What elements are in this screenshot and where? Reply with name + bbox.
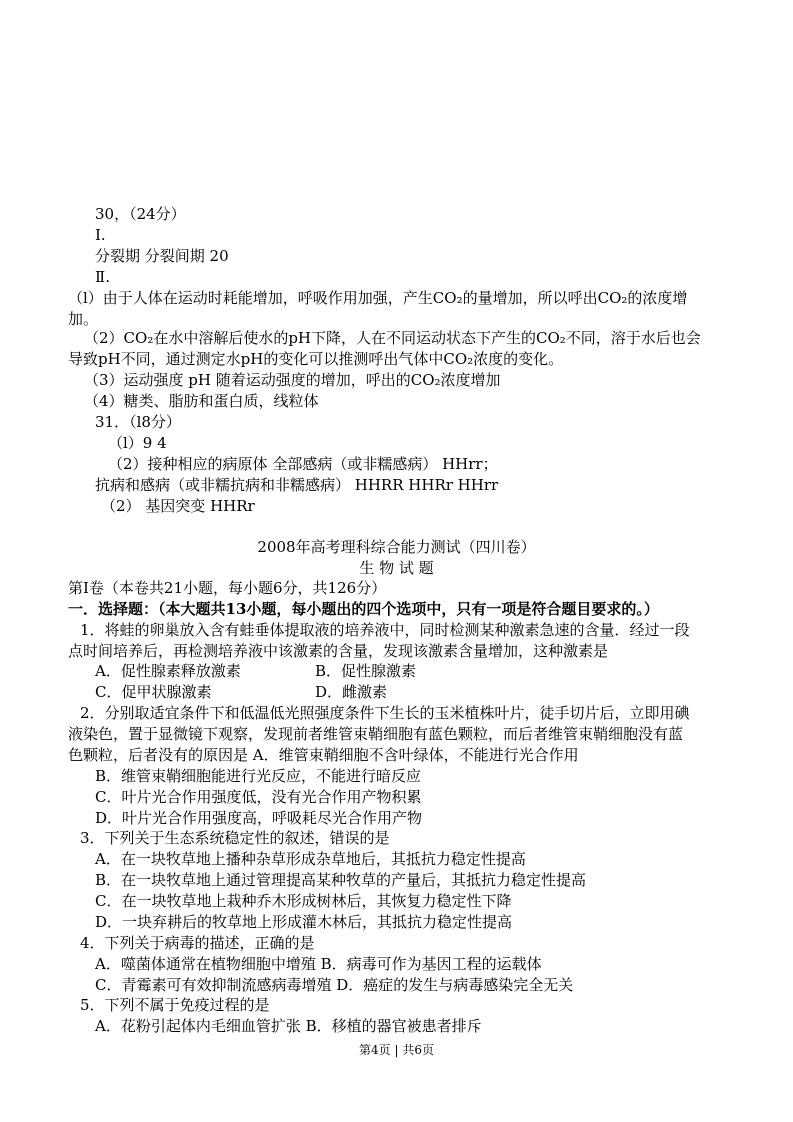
part2-label: Ⅱ. xyxy=(95,268,110,286)
q4-options-ab: A．噬菌体通常在植物细胞中增殖 B．病毒可作为基因工程的运载体 xyxy=(95,955,542,973)
q2-option-d: D．叶片光合作用强度高，呼吸耗尽光合作用产物 xyxy=(95,809,423,827)
section-header: 一．选择题：（本大题共13小题，每小题出的四个选项中，只有一项是符合题目要求的。） xyxy=(68,600,659,618)
part1-label: Ⅰ. xyxy=(95,226,106,244)
q1-stem-line1: 1．将蛙的卵巢放入含有蛙垂体提取液的培养液中，同时检测某种激素急速的含量．经过一段 xyxy=(80,621,690,639)
q5-stem: 5．下列不属于免疫过程的是 xyxy=(80,996,270,1014)
q1-stem-line2: 点时间培养后，再检测培养液中该激素的含量，发现该激素含量增加，这种激素是 xyxy=(68,642,609,660)
q4-options-cd: C．青霉素可有效抑制流感病毒增殖 D．癌症的发生与病毒感染完全无关 xyxy=(95,976,574,994)
q2-stem-line1: 2．分别取适宜条件下和低温低光照强度条件下生长的玉米植株叶片，徒手切片后，立即用碘 xyxy=(80,704,690,722)
answer-1-line1: （l）由于人体在运动时耗能增加，呼吸作用加强，产生CO₂的量增加，所以呼出CO₂的浓度增 xyxy=(68,289,688,307)
part1-answer: 分裂期 分裂间期 20 xyxy=(95,247,229,265)
q5-options-ab: A．花粉引起体内毛细血管扩张 B．移植的器官被患者排斥 xyxy=(95,1017,482,1035)
q2-stem-line3: 色颗粒，后者没有的原因是 A．维管束鞘细胞不含叶绿体，不能进行光合作用 xyxy=(68,746,579,764)
q2-option-b: B．维管束鞘细胞能进行光反应，不能进行暗反应 xyxy=(95,767,422,785)
q31-answer-3: （2） 基因突变 HHRr xyxy=(101,497,255,515)
q1-option-b: B．促性腺激素 xyxy=(315,662,417,680)
q2-stem-line2: 液染色，置于显微镜下观察，发现前者维管束鞘细胞有蓝色颗粒，而后者维管束鞘细胞没有蓝 xyxy=(68,725,684,743)
q3-option-c: C．在一块牧草地上栽种乔木形成树林后，其恢复力稳定性下降 xyxy=(95,892,512,910)
answer-4: （4）糖类、脂肪和蛋白质，线粒体 xyxy=(84,392,319,410)
q3-option-b: B．在一块牧草地上通过管理提高某种牧草的产量后，其抵抗力稳定性提高 xyxy=(95,871,587,889)
answer-3: （3）运动强度 pH 随着运动强度的增加，呼出的CO₂浓度增加 xyxy=(84,371,501,389)
q1-option-d: D．雌激素 xyxy=(315,683,388,701)
q3-stem: 3．下列关于生态系统稳定性的叙述，错误的是 xyxy=(80,829,390,847)
q31-answer-2-line1: （2）接种相应的病原体 全部感病（或非糯感病） HHrr； xyxy=(108,455,498,473)
page-footer: 第4页 | 共6页 xyxy=(359,1043,434,1057)
q31-answer-1: （l）9 4 xyxy=(108,434,167,452)
answer-1-line2: 加。 xyxy=(68,310,99,328)
q30-header: 30，（24分） xyxy=(95,205,186,223)
q3-option-a: A．在一块牧草地上播种杂草形成杂草地后，其抵抗力稳定性提高 xyxy=(95,850,526,868)
q31-header: 31．（l8分） xyxy=(95,413,181,431)
exam-subtitle: 生 物 试 题 xyxy=(359,559,434,577)
q2-option-c: C．叶片光合作用强度低，没有光合作用产物积累 xyxy=(95,788,422,806)
q1-option-a: A．促性腺素释放激素 xyxy=(95,662,241,680)
answer-2-line1: （2）CO₂在水中溶解后使水的pH下降，人在不同运动状态下产生的CO₂不同，溶于水后也会 xyxy=(84,329,701,347)
q3-option-d: D．一块弃耕后的牧草地上形成灌木林后，其抵抗力稳定性提高 xyxy=(95,913,513,931)
exam-title: 2008年高考理科综合能力测试（四川卷） xyxy=(257,538,536,556)
answer-2-line2: 导致pH不同，通过测定水pH的变化可以推测呼出气体中CO₂浓度的变化。 xyxy=(68,350,564,368)
volume-header: 第Ⅰ卷（本卷共21小题，每小题6分，共126分） xyxy=(68,579,387,597)
q4-stem: 4．下列关于病毒的描述，正确的是 xyxy=(80,934,315,952)
q31-answer-2-line2: 抗病和感病（或非糯抗病和非糯感病） HHRR HHRr HHrr xyxy=(95,476,499,494)
q1-option-c: C．促甲状腺激素 xyxy=(95,683,212,701)
